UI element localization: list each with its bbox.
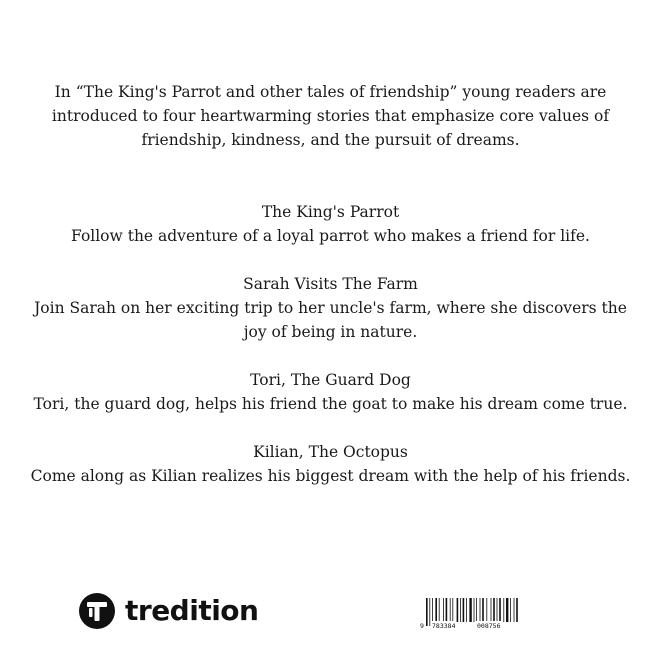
story-description: Follow the adventure of a loyal parrot who makes a friend for life. bbox=[71, 227, 590, 245]
publisher-name: tredition bbox=[125, 594, 259, 627]
barcode-bar bbox=[460, 598, 461, 622]
barcode-bar bbox=[506, 598, 508, 622]
intro-text: In “The King's Parrot and other tales of friendship” young readers are introduced to four heartwarming stories that emphasize core values of friendship, kindness, and the pursuit of dreams. bbox=[51, 83, 610, 149]
story-description: Join Sarah on her exciting trip to her uncle's farm, where she discovers the joy of being in nature. bbox=[34, 299, 627, 341]
barcode-bar bbox=[486, 598, 487, 622]
barcode-bar bbox=[439, 598, 440, 622]
barcode-bar bbox=[503, 598, 504, 622]
story-title: Sarah Visits The Farm bbox=[243, 275, 418, 293]
barcode-bar bbox=[497, 598, 498, 622]
story-title: The King's Parrot bbox=[261, 203, 400, 221]
publisher-logo bbox=[79, 592, 258, 630]
back-cover-blurb bbox=[30, 80, 631, 152]
tredition-logo-icon bbox=[79, 593, 115, 629]
isbn-barcode bbox=[419, 598, 523, 632]
barcode-bar bbox=[491, 598, 492, 622]
barcode-bar bbox=[446, 598, 448, 622]
barcode-bar bbox=[469, 598, 471, 622]
barcode-bar bbox=[450, 598, 451, 622]
barcode-bar bbox=[457, 598, 459, 622]
barcode-bar bbox=[499, 598, 501, 622]
barcode-bar bbox=[432, 598, 433, 622]
barcode-bar bbox=[466, 598, 467, 622]
story-title: Tori, The Guard Dog bbox=[250, 371, 411, 389]
barcode-bar bbox=[443, 598, 444, 622]
story-item bbox=[30, 272, 631, 344]
barcode-lead-digit: 9 bbox=[420, 622, 424, 630]
story-title: Kilian, The Octopus bbox=[253, 443, 408, 461]
barcode-bar bbox=[435, 598, 437, 622]
barcode-bar bbox=[463, 598, 465, 622]
barcode-left-group: 783384 bbox=[432, 622, 456, 630]
story-item bbox=[30, 200, 631, 248]
barcode-bar bbox=[510, 598, 511, 622]
story-description: Come along as Kilian realizes his biggest dream with the help of his friends. bbox=[30, 467, 631, 485]
story-list bbox=[30, 200, 631, 512]
barcode-bar bbox=[474, 598, 475, 622]
barcode-digits bbox=[419, 621, 523, 631]
barcode-bar bbox=[514, 598, 515, 622]
barcode-right-group: 008756 bbox=[477, 622, 501, 630]
barcode-bar bbox=[482, 598, 484, 622]
story-item bbox=[30, 440, 631, 488]
story-description: Tori, the guard dog, helps his friend the goat to make his dream come true. bbox=[33, 395, 628, 413]
barcode-bar bbox=[493, 598, 495, 622]
barcode-bar bbox=[516, 598, 518, 622]
barcode-bar bbox=[452, 598, 453, 622]
story-item bbox=[30, 368, 631, 416]
